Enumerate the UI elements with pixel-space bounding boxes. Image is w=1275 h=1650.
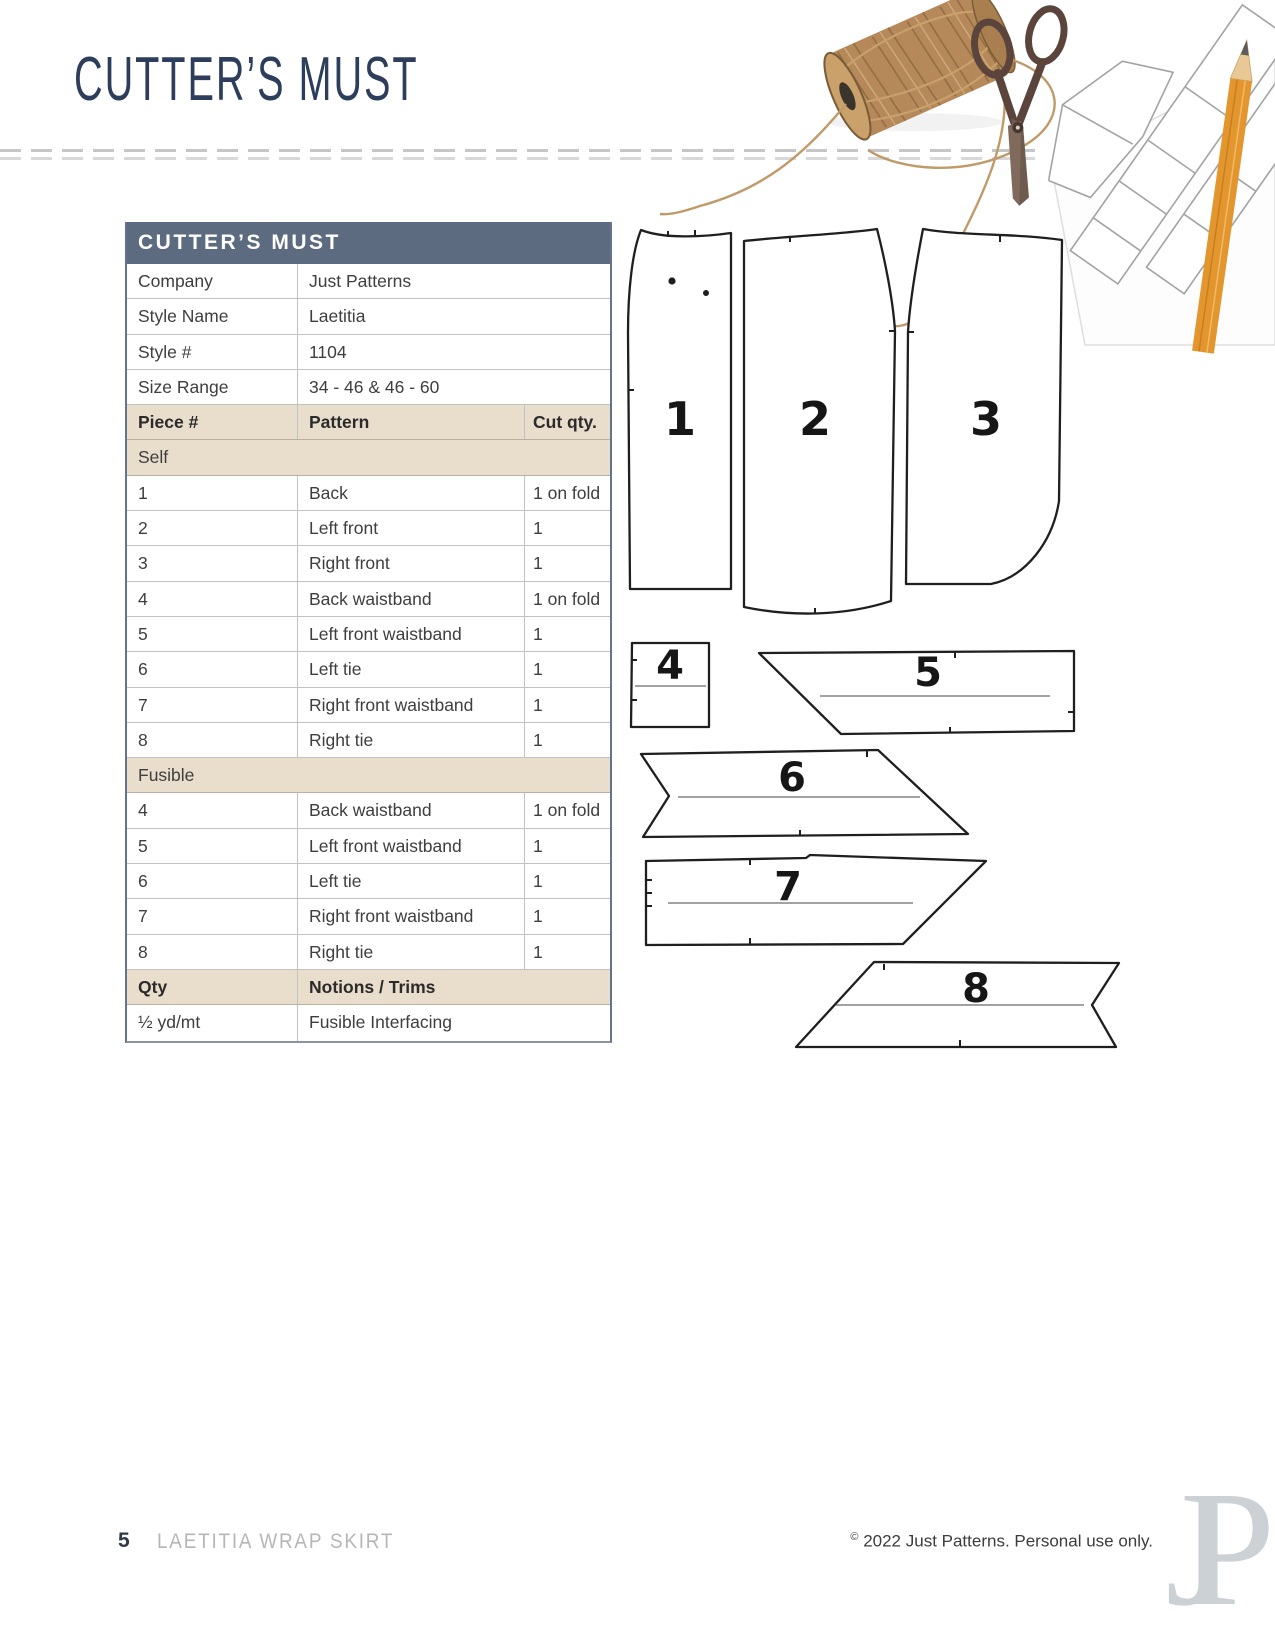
section-row-self [127, 440, 610, 475]
info-value: Laetitia [309, 306, 366, 327]
page-title: CUTTER’S MUST [74, 45, 419, 114]
footer-page-number: 5 [118, 1529, 130, 1552]
info-label: Style # [127, 335, 298, 369]
notions-header-row [127, 970, 610, 1005]
table-row: 7 Right front waistband 1 [127, 688, 610, 723]
qty-header: Qty [127, 970, 298, 1004]
piece-number-7: 7 [774, 864, 802, 910]
col-header-piece: Piece # [127, 405, 298, 439]
info-value: Just Patterns [309, 271, 412, 291]
jp-logo: JP [1165, 1457, 1229, 1640]
table-title: CUTTER’S MUST [127, 222, 610, 264]
copyright-symbol: © [850, 1531, 859, 1543]
piece-number-6: 6 [778, 755, 806, 801]
table-row [127, 370, 610, 405]
col-header-qty: Cut qty. [524, 405, 610, 439]
section-label: Self [138, 447, 169, 468]
table-row: 5 Left front waistband 1 [127, 617, 610, 652]
piece-number-4: 4 [656, 643, 684, 689]
copyright-text: 2022 Just Patterns. Personal use only. [858, 1531, 1153, 1551]
table-row [127, 299, 610, 334]
notions-header: Notions / Trims [309, 976, 436, 997]
table-row: 8 Right tie 1 [127, 935, 610, 970]
col-header-pattern: Pattern [309, 412, 370, 433]
piece-number-8: 8 [962, 966, 990, 1012]
table-row: ½ yd/mt Fusible Interfacing [127, 1005, 610, 1040]
piece-number-3: 3 [969, 392, 1003, 446]
table-row: 4 Back waistband 1 on fold [127, 793, 610, 828]
table-row: 3 Right front 1 [127, 546, 610, 581]
info-value: 1104 [309, 341, 347, 362]
info-label: Style Name [127, 299, 298, 333]
table-row: 6 Left tie 1 [127, 652, 610, 687]
table-row: 2 Left front 1 [127, 511, 610, 546]
table-row: 8 Right tie 1 [127, 723, 610, 758]
piece-number-5: 5 [914, 650, 942, 696]
table-row: 7 Right front waistband 1 [127, 899, 610, 934]
info-label: Company [127, 264, 298, 298]
piece-number-1: 1 [663, 392, 697, 446]
column-header-row [127, 405, 610, 440]
info-label: Size Range [127, 370, 298, 404]
table-row [127, 264, 610, 299]
piece-number-2: 2 [798, 392, 832, 446]
table-row: 5 Left front waistband 1 [127, 829, 610, 864]
footer-copyright [850, 1531, 1153, 1552]
piece-7-right-front-waistband-outline [646, 855, 986, 945]
table-row [127, 335, 610, 370]
footer-doc-title: LAETITIA WRAP SKIRT [157, 1530, 395, 1553]
table-row: 1 Back 1 on fold [127, 476, 610, 511]
section-row-fusible [127, 758, 610, 793]
table-row: 6 Left tie 1 [127, 864, 610, 899]
drill-hole [668, 277, 675, 284]
section-label: Fusible [138, 765, 195, 786]
table-row: 4 Back waistband 1 on fold [127, 582, 610, 617]
cutters-must-table [125, 222, 612, 1043]
drill-hole [703, 290, 709, 296]
info-value: 34 - 46 & 46 - 60 [309, 376, 440, 397]
